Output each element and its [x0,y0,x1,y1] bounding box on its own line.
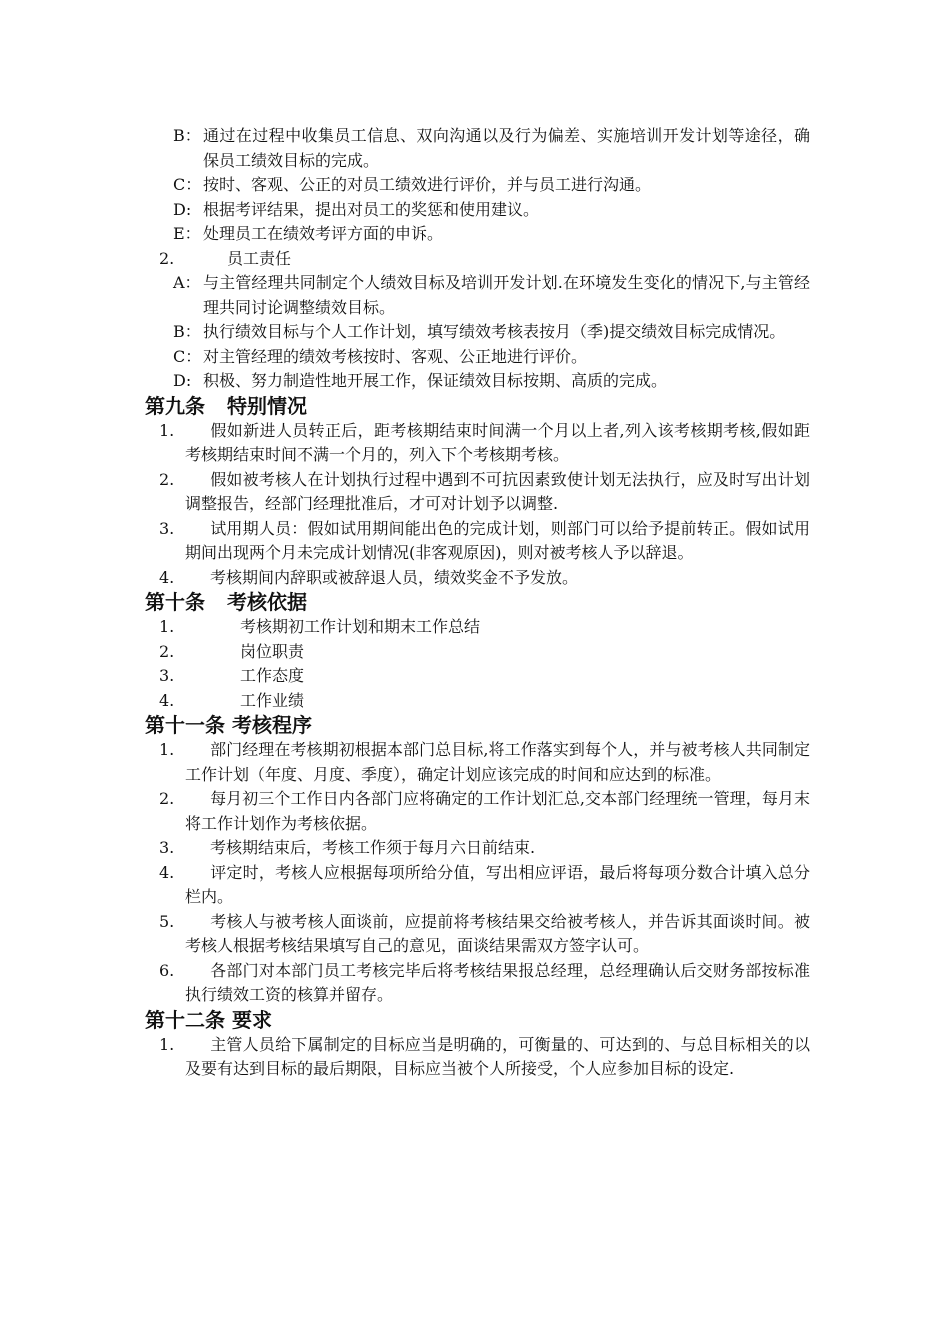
item-letter: E： [173,224,201,243]
list-item [145,198,810,223]
item-number: 3. [159,666,175,685]
item-number: 1. [159,740,175,759]
item-number: 1. [159,617,175,636]
list-item [145,369,810,394]
list-item [145,345,810,370]
subsection-number: 2. [159,248,175,268]
section-heading-10 [145,590,810,615]
item-text: 考核期结束后，考核工作须于每月六日前结束. [210,838,536,857]
item-text: 积极、努力制造性地开展工作，保证绩效目标按期、高质的完成。 [203,371,668,390]
list-item [145,320,810,345]
section-title: 特别情况 [227,393,307,418]
list-item [145,124,810,173]
list-item [145,222,810,247]
list-item [145,271,810,320]
item-text: 假如新进人员转正后，距考核期结束时间满一个月以上者,列入该考核期考核,假如距考核期结束时间不满一个月的，列入下个考核期考核。 [185,420,810,464]
item-number: 2. [159,789,175,808]
item-number: 2. [159,641,175,661]
item-text: 考核期初工作计划和期末工作总结 [240,617,481,636]
subsection-title: 员工责任 [227,248,292,268]
section-number: 第九条 [145,393,205,418]
item-text: 部门经理在考核期初根据本部门总目标,将工作落实到每个人，并与被考核人共同制定工作计划（年度、月度、季度），确定计划应该完成的时间和应达到的标准。 [185,740,810,784]
item-number: 2. [159,469,175,489]
section-title: 考核依据 [227,590,307,614]
item-letter: D: [173,199,192,219]
list-item [145,615,810,640]
list-item [145,468,810,517]
item-number: 4. [159,690,175,710]
list-item [145,664,810,689]
section-title: 考核程序 [231,713,312,737]
item-number: 3. [159,518,175,538]
item-text: 假如被考核人在计划执行过程中遇到不可抗因素致使计划无法执行，应及时写出计划调整报告，经部门经理批准后，才可对计划予以调整. [185,469,810,513]
item-text: 试用期人员：假如试用期间能出色的完成计划，则部门可以给予提前转正。假如试用期间出现两个月未完成计划情况(非客观原因)，则对被考核人予以辞退。 [185,518,810,562]
subsection-heading [145,247,810,272]
section-number: 第十条 [145,590,205,614]
item-number: 6. [159,960,175,980]
item-letter: B： [173,322,201,341]
item-text: 考核期间内辞职或被辞退人员，绩效奖金不予发放。 [210,567,579,587]
list-item [145,566,810,591]
section-heading-11 [145,713,810,738]
list-item [145,836,810,861]
item-number: 1. [159,420,175,440]
section-title: 要求 [231,1007,272,1032]
list-item [145,419,810,468]
list-item [145,173,810,198]
list-item [145,689,810,714]
list-item [145,861,810,910]
section-number: 第十一条 [145,713,225,737]
list-item [145,517,810,566]
list-item [145,787,810,836]
item-text: 按时、客观、公正的对员工绩效进行评价，并与员工进行沟通。 [203,175,652,194]
item-text: 对主管经理的绩效考核按时、客观、公正地进行评价。 [203,346,588,366]
section-heading-9 [145,394,810,419]
section-heading-12 [145,1008,810,1033]
item-text: 每月初三个工作日内各部门应将确定的工作计划汇总,交本部门经理统一管理，每月末将工作计划作为考核依据。 [185,789,810,833]
item-text: 执行绩效目标与个人工作计划，填写绩效考核表按月（季)提交绩效目标完成情况。 [203,322,786,341]
item-text: 评定时，考核人应根据每项所给分值，写出相应评语，最后将每项分数合计填入总分栏内。 [185,862,810,906]
item-text: 考核人与被考核人面谈前，应提前将考核结果交给被考核人，并告诉其面谈时间。被考核人根据考核结果填写自己的意见，面谈结果需双方签字认可。 [185,911,810,955]
item-text: 根据考评结果，提出对员工的奖惩和使用建议。 [203,199,540,219]
item-text: 工作业绩 [240,690,305,710]
item-letter: C： [173,175,202,194]
item-letter: B： [173,126,201,145]
item-text: 与主管经理共同制定个人绩效目标及培训开发计划.在环境发生变化的情况下,与主管经理共同讨论调整绩效目标。 [203,273,810,317]
list-item [145,640,810,665]
item-letter: D: [173,371,192,390]
item-number: 4. [159,862,175,882]
item-number: 1. [159,1034,175,1054]
list-item [145,738,810,787]
item-text: 工作态度 [240,666,305,685]
document-body [145,124,810,1082]
item-text: 处理员工在绩效考评方面的申诉。 [203,224,444,243]
item-number: 3. [159,838,175,857]
item-number: 4. [159,567,175,587]
item-letter: C： [173,346,202,366]
item-letter: A： [173,273,201,292]
item-text: 各部门对本部门员工考核完毕后将考核结果报总经理，总经理确认后交财务部按标准执行绩效工资的核算并留存。 [185,960,810,1004]
item-text: 岗位职责 [240,641,305,661]
section-number: 第十二条 [145,1007,225,1032]
item-text: 主管人员给下属制定的目标应当是明确的，可衡量的、可达到的、与总目标相关的以及要有达到目标的最后期限，目标应当被个人所接受，个人应参加目标的设定. [185,1034,810,1078]
list-item [145,1033,810,1082]
item-text: 通过在过程中收集员工信息、双向沟通以及行为偏差、实施培训开发计划等途径，确保员工绩效目标的完成。 [203,126,810,170]
list-item [145,910,810,959]
item-number: 5. [159,911,175,931]
list-item [145,959,810,1008]
